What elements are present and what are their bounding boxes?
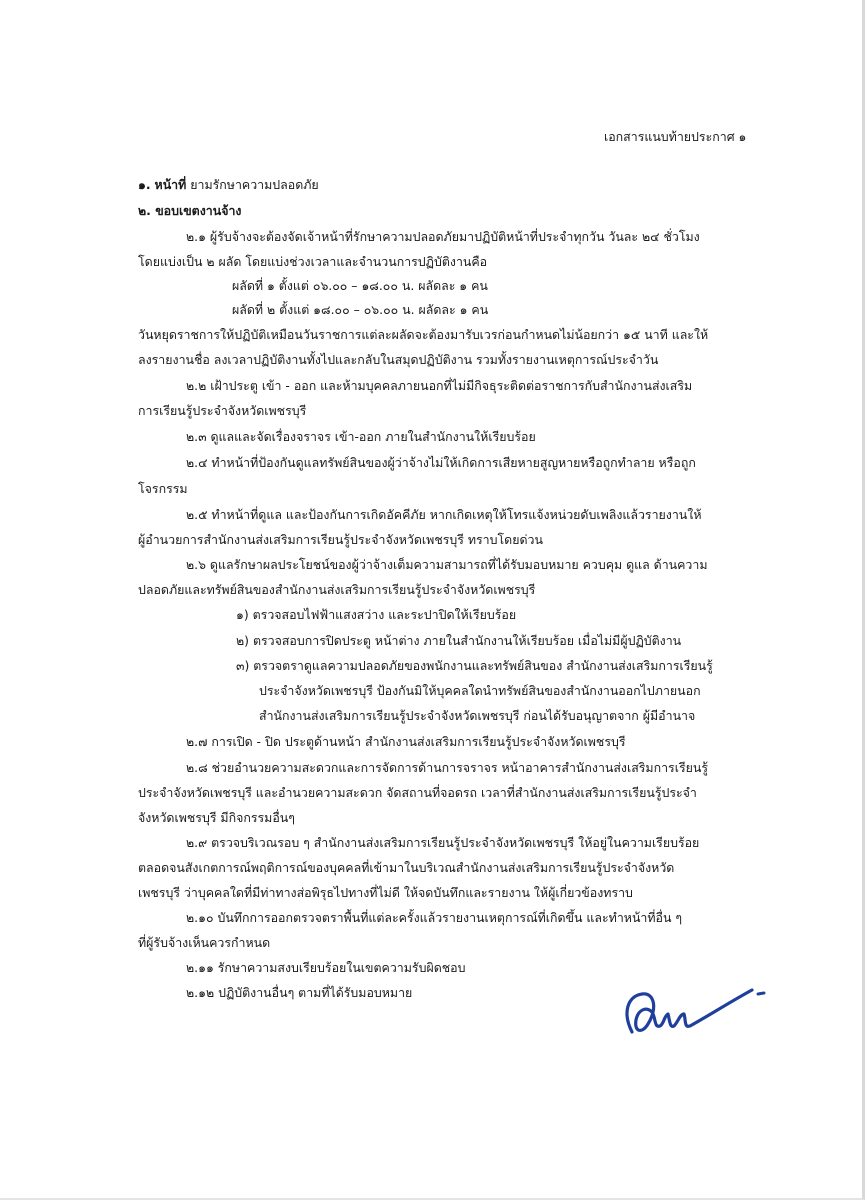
- body-line: ที่ผู้รับจ้างเห็นควรกำหนด: [138, 935, 271, 950]
- duty-number: ๑.: [138, 177, 151, 192]
- body-line: ๒.๑ ผู้รับจ้างจะต้องจัดเจ้าหน้าที่รักษาความปลอดภัยมาปฏิบัติหน้าที่ประจำทุกวัน วันละ ๒๔ ชั่วโมง: [186, 229, 700, 244]
- body-line: ๒.๕ ทำหน้าที่ดูแล และป้องกันการเกิดอัคคีภัย หากเกิดเหตุให้โทรแจ้งหน่วยดับเพลิงแล้วรายงานให้: [186, 507, 702, 522]
- scope-heading: ๒. ขอบเขตงานจ้าง: [138, 203, 242, 218]
- body-line: วันหยุดราชการให้ปฏิบัติเหมือนวันราชการแต่ละผลัดจะต้องมารับเวรก่อนกำหนดไม่น้อยกว่า ๑๕ นาที และให้: [138, 327, 709, 342]
- body-line: เพชรบุรี ว่าบุคคลใดที่มีท่าทางส่อพิรุธไปทางที่ไม่ดี ให้จดบันทึกและรายงาน ให้ผู้เกี่ยวข้องทราบ: [138, 885, 633, 900]
- sub-item: ๓) ตรวจตราดูแลความปลอดภัยของพนักงานและทรัพย์สินของ สำนักงานส่งเสริมการเรียนรู้: [236, 658, 713, 673]
- body-line: จังหวัดเพชรบุรี มีกิจกรรมอื่นๆ: [138, 810, 295, 825]
- body-line: ๒.๒ เฝ้าประตู เข้า - ออก และห้ามบุคคลภายนอกที่ไม่มีกิจธุระติดต่อราชการกับสำนักงานส่งเสริม: [186, 378, 693, 393]
- body-line: การเรียนรู้ประจำจังหวัดเพชรบุรี: [138, 403, 307, 418]
- body-line: ตลอดจนสังเกตการณ์พฤติการณ์ของบุคคลที่เข้ามาในบริเวณสำนักงานส่งเสริมการเรียนรู้ประจำจังหวัด: [138, 860, 675, 875]
- shift-line: ผลัดที่ ๑ ตั้งแต่ ๐๖.๐๐ – ๑๘.๐๐ น. ผลัดละ ๑ คน: [232, 278, 488, 293]
- duty-text: ยามรักษาความปลอดภัย: [190, 177, 319, 192]
- sub-item: ๑) ตรวจสอบไฟฟ้าแสงสว่าง และระปาปิดให้เรียบร้อย: [236, 607, 517, 622]
- body-line: ๒.๓ ดูแลและจัดเรื่องจราจร เข้า-ออก ภายในสำนักงานให้เรียบร้อย: [186, 429, 536, 444]
- sub-item: ๒) ตรวจสอบการปิดประตู หน้าต่าง ภายในสำนักงานให้เรียบร้อย เมื่อไม่มีผู้ปฏิบัติงาน: [236, 633, 682, 648]
- body-line: ๒.๘ ช่วยอำนวยความสะดวกและการจัดการด้านการจราจร หน้าอาคารสำนักงานส่งเสริมการเรียนรู้: [186, 760, 708, 775]
- body-line: ๒.๔ ทำหน้าที่ป้องกันดูแลทรัพย์สินของผู้ว่าจ้างไม่ให้เกิดการเสียหายสูญหายหรือถูกทำลาย หรือถูก: [186, 455, 696, 470]
- body-line: ปลอดภัยและทรัพย์สินของสำนักงานส่งเสริมการเรียนรู้ประจำจังหวัดเพชรบุรี: [138, 582, 536, 597]
- body-line: ๒.๙ ตรวจบริเวณรอบ ๆ สำนักงานส่งเสริมการเรียนรู้ประจำจังหวัดเพชรบุรี ให้อยู่ในความเรียบร้อย: [186, 835, 700, 850]
- body-line: ๒.๖ ดูแลรักษาผลประโยชน์ของผู้ว่าจ้างเต็มความสามารถที่ได้รับมอบหมาย ควบคุม ดูแล ด้านความ: [186, 557, 708, 572]
- body-line: ๒.๑๑ รักษาความสงบเรียบร้อยในเขตความรับผิดชอบ: [186, 960, 466, 975]
- body-line: โดยแบ่งเป็น ๒ ผลัด โดยแบ่งช่วงเวลาและจำนวนการปฏิบัติงานคือ: [138, 254, 488, 269]
- body-line: ๒.๑๐ บันทึกการออกตรวจตราพื้นที่แต่ละครั้งแล้วรายงานเหตุการณ์ที่เกิดขึ้น และทำหน้าที่อื่น ๆ: [186, 910, 683, 925]
- body-line: ๒.๗ การเปิด - ปิด ประตูด้านหน้า สำนักงานส่งเสริมการเรียนรู้ประจำจังหวัดเพชรบุรี: [186, 734, 626, 749]
- body-line: ลงรายงานชื่อ ลงเวลาปฏิบัติงานทั้งไปและกลับในสมุดปฏิบัติงาน รวมทั้งรายงานเหตุการณ์ประจำวัน: [138, 352, 659, 367]
- attachment-label: เอกสารแนบท้ายประกาศ ๑: [604, 129, 747, 144]
- duty-heading: หน้าที่: [154, 177, 187, 192]
- body-line: ประจำจังหวัดเพชรบุรี และอำนวยความสะดวก จัดสถานที่จอดรถ เวลาที่สำนักงานส่งเสริมการเรียนรู้ประจำ: [138, 785, 697, 800]
- body-line: โจรกรรม: [138, 481, 188, 496]
- body-line: ผู้อำนวยการสำนักงานส่งเสริมการเรียนรู้ประจำจังหวัดเพชรบุรี ทราบโดยด่วน: [138, 532, 543, 547]
- shift-line: ผลัดที่ ๒ ตั้งแต่ ๑๘.๐๐ – ๐๖.๐๐ น. ผลัดละ ๑ คน: [232, 302, 489, 317]
- signature-stroke: [758, 993, 764, 994]
- signature-stroke: [627, 990, 752, 1032]
- body-line: ๒.๑๒ ปฏิบัติงานอื่นๆ ตามที่ได้รับมอบหมาย: [186, 985, 413, 1000]
- signature: [618, 982, 768, 1044]
- sub-item-continuation: ประจำจังหวัดเพชรบุรี ป้องกันมิให้บุคคลใดนำทรัพย์สินของสำนักงานออกไปภายนอก: [259, 683, 701, 698]
- sub-item-continuation: สำนักงานส่งเสริมการเรียนรู้ประจำจังหวัดเพชรบุรี ก่อนได้รับอนุญาตจาก ผู้มีอำนาจ: [259, 708, 696, 723]
- duty-line: [138, 176, 319, 194]
